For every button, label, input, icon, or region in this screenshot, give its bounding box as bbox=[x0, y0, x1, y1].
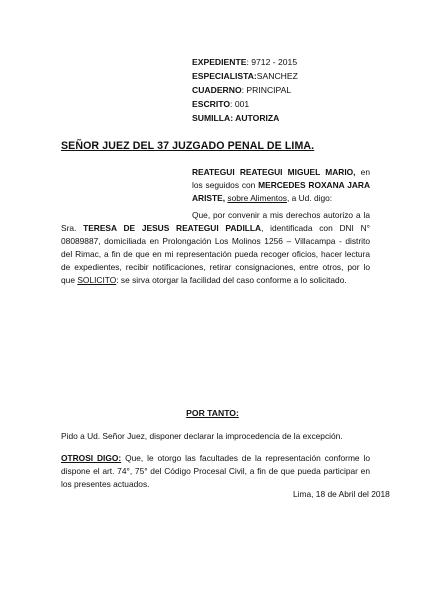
cuaderno-label: CUADERNO bbox=[192, 85, 242, 95]
solicito-word: SOLICITO bbox=[77, 275, 117, 285]
otrosi-text: Que, le otorgo las facultades de la representación conforme lo dispone el art. 74°, 75° del Código Procesal Civil, a fin de que pueda participar en los presentes actuados. bbox=[61, 453, 370, 489]
body-first-line: Que, por convenir a mis derechos autorizo a la bbox=[192, 210, 370, 220]
especialista-row bbox=[192, 69, 298, 83]
petitioner-name: REATEGUI REATEGUI MIGUEL MARIO, bbox=[192, 167, 356, 177]
otrosi-label: OTROSI DIGO: bbox=[61, 453, 122, 463]
body-text: Sra. bbox=[61, 223, 84, 233]
expediente-value: : 9712 - 2015 bbox=[246, 57, 298, 67]
especialista-value: SANCHEZ bbox=[256, 71, 298, 81]
escrito-row bbox=[192, 97, 298, 111]
body-paragraph bbox=[61, 209, 370, 287]
escrito-value: : 001 bbox=[230, 99, 250, 109]
otrosi-paragraph bbox=[61, 452, 370, 491]
expediente-label: EXPEDIENTE bbox=[192, 57, 247, 67]
especialista-label: ESPECIALISTA: bbox=[192, 71, 257, 81]
intro-paragraph bbox=[192, 166, 370, 205]
sumilla-value: : AUTORIZA bbox=[230, 113, 280, 123]
body-text-2: , identificada con DNI N° 08089887, domiciliada en Prolongación Los Molinos 1256 – Villacampa - distrito del Rimac, a fin de que en mi representación pueda recoger oficios, hacer lectura de expedientes, recibir notificaciones, retirar consignaciones, entre otros, por lo que bbox=[61, 223, 371, 285]
opposing-party: MERCEDES ROXANA JARA ARISTE, bbox=[192, 180, 370, 203]
case-header bbox=[192, 55, 298, 125]
document-title: SEÑOR JUEZ DEL 37 JUZGADO PENAL DE LIMA. bbox=[61, 140, 315, 152]
sumilla-label: SUMILLA bbox=[192, 113, 231, 123]
case-subject: sobre Alimentos bbox=[227, 193, 287, 203]
body-text-3: : se sirva otorgar la facilidad del caso conforme a lo solicitado. bbox=[116, 275, 347, 285]
intro-text-3: , a Ud. digo: bbox=[286, 193, 333, 203]
por-tanto-heading: POR TANTO: bbox=[186, 408, 239, 418]
cuaderno-row bbox=[192, 83, 298, 97]
cuaderno-value: : PRINCIPAL bbox=[241, 85, 292, 95]
sumilla-row bbox=[192, 111, 298, 125]
escrito-label: ESCRITO bbox=[192, 99, 231, 109]
intro-text: en los seguidos con bbox=[192, 167, 370, 190]
signature-date: Lima, 18 de Abril del 2018 bbox=[293, 489, 390, 499]
pido-paragraph: Pido a Ud. Señor Juez, disponer declarar la improcedencia de la excepción. bbox=[61, 431, 343, 441]
authorized-person: TERESA DE JESUS REATEGUI PADILLA bbox=[83, 223, 262, 233]
expediente-row bbox=[192, 55, 298, 69]
